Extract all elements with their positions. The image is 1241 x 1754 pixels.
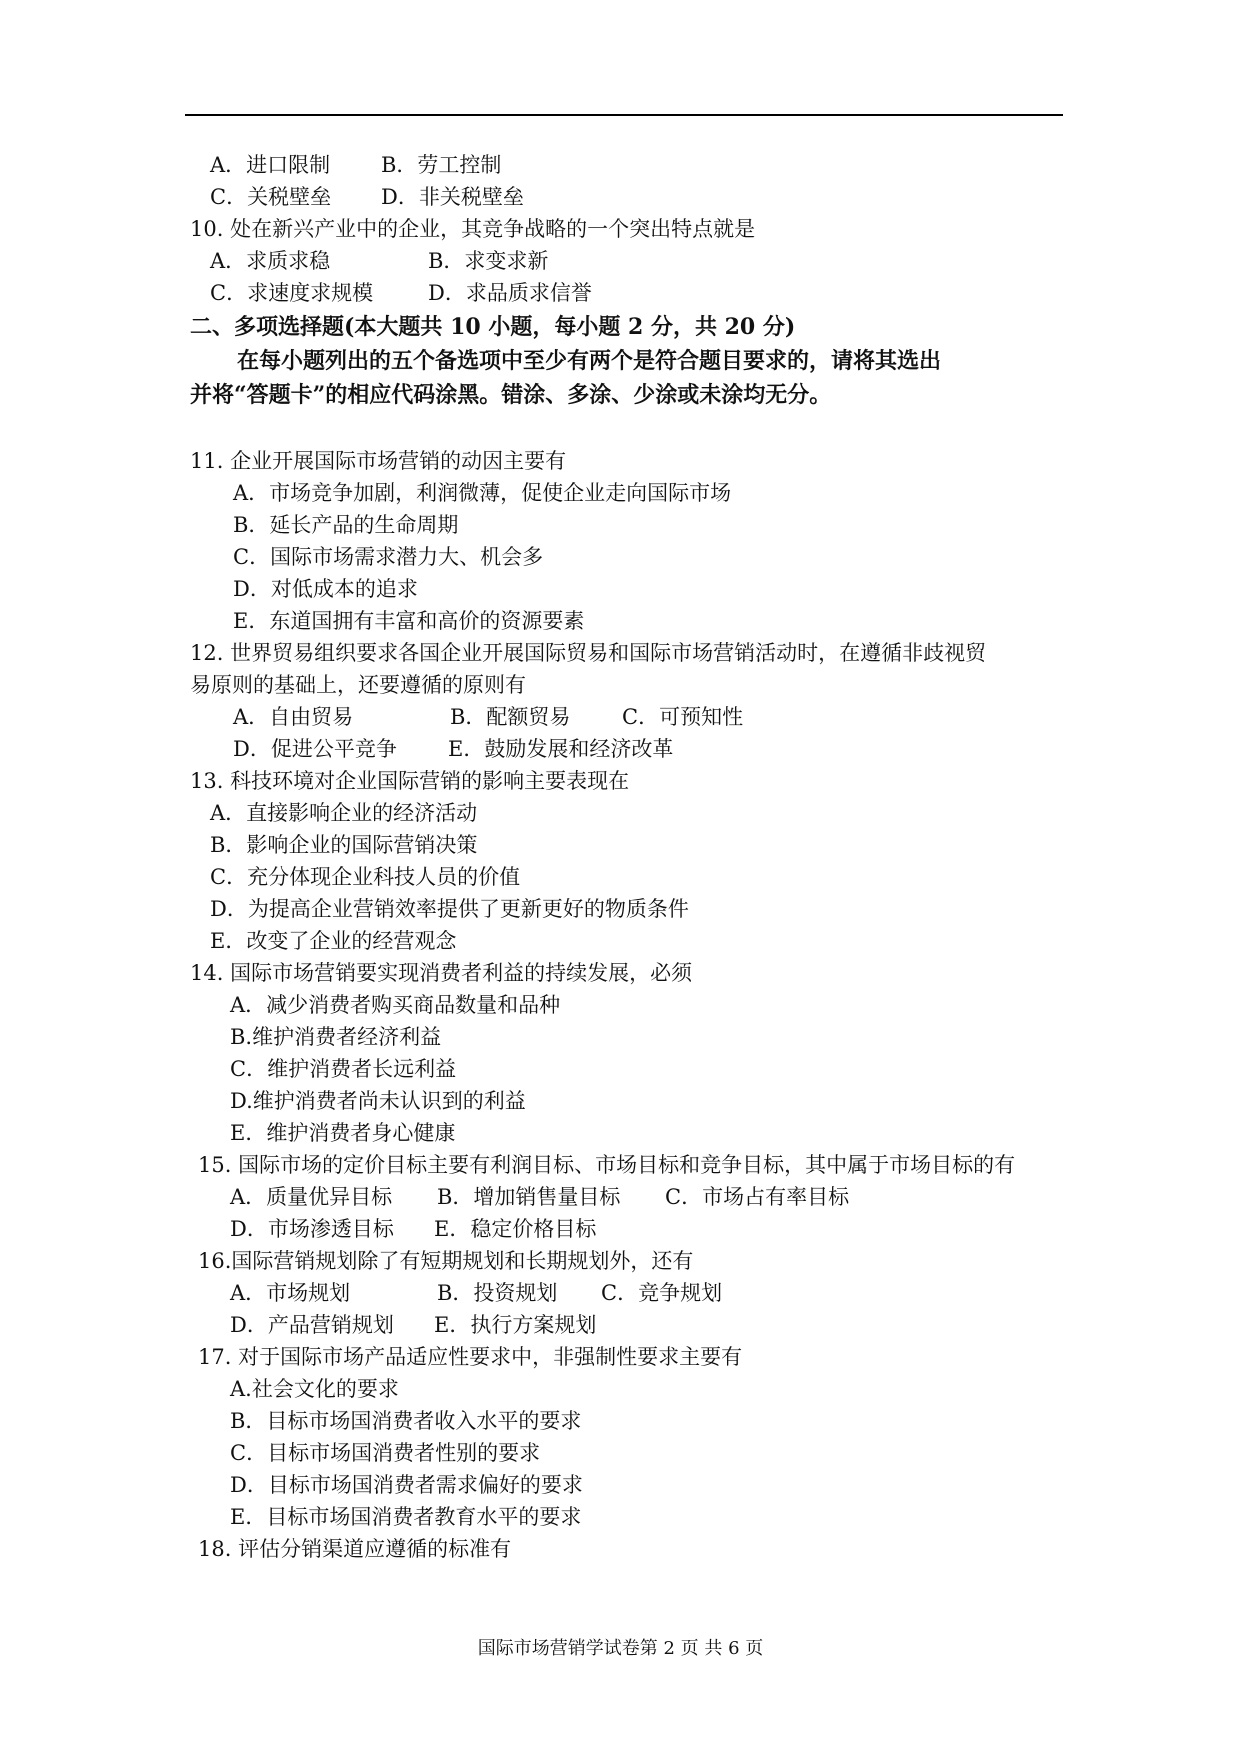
option: B．配额贸易	[450, 705, 571, 729]
option: B．影响企业的国际营销决策	[210, 833, 478, 857]
option: C．市场占有率目标	[665, 1185, 850, 1209]
option: D．产品营销规划	[230, 1313, 394, 1337]
option: D．非关税壁垒	[381, 185, 524, 209]
option: E．执行方案规划	[434, 1313, 597, 1337]
option: B．劳工控制	[381, 153, 502, 177]
option: D．对低成本的追求	[233, 577, 418, 601]
option: C．关税壁垒	[210, 185, 332, 209]
question-15-stem: 15. 国际市场的定价目标主要有利润目标、市场目标和竞争目标，其中属于市场目标的有	[198, 1153, 1016, 1177]
question-12-stem: 12. 世界贸易组织要求各国企业开展国际贸易和国际市场营销活动时，在遵循非歧视贸	[190, 641, 987, 665]
option: B．增加销售量目标	[437, 1185, 621, 1209]
option: B．求变求新	[428, 249, 549, 273]
option: A.社会文化的要求	[230, 1377, 399, 1401]
option: C．可预知性	[622, 705, 744, 729]
option: A．减少消费者购买商品数量和品种	[230, 993, 561, 1017]
option: C．充分体现企业科技人员的价值	[210, 865, 521, 889]
option: A．市场竞争加剧，利润微薄，促使企业走向国际市场	[233, 481, 732, 505]
option: D．促进公平竞争	[233, 737, 397, 761]
option: D．市场渗透目标	[230, 1217, 394, 1241]
option: C．国际市场需求潜力大、机会多	[233, 545, 544, 569]
option: D.维护消费者尚未认识到的利益	[230, 1089, 526, 1113]
option: E．鼓励发展和经济改革	[448, 737, 674, 761]
option: B.维护消费者经济利益	[230, 1025, 442, 1049]
option: C．竞争规划	[601, 1281, 723, 1305]
question-11-stem: 11. 企业开展国际市场营销的动因主要有	[190, 449, 567, 473]
question-13-stem: 13. 科技环境对企业国际营销的影响主要表现在	[190, 769, 630, 793]
section-instructions: 在每小题列出的五个备选项中至少有两个是符合题目要求的，请将其选出	[237, 348, 942, 374]
question-16-stem: 16.国际营销规划除了有短期规划和长期规划外，还有	[198, 1249, 694, 1273]
question-10-stem: 10. 处在新兴产业中的企业，其竞争战略的一个突出特点就是	[190, 217, 756, 241]
option: A．求质求稳	[210, 249, 331, 273]
question-12-stem: 易原则的基础上，还要遵循的原则有	[190, 673, 526, 697]
header-rule	[185, 114, 1063, 116]
question-17-stem: 17. 对于国际市场产品适应性要求中，非强制性要求主要有	[198, 1345, 743, 1369]
option: D．目标市场国消费者需求偏好的要求	[230, 1473, 583, 1497]
option: E．稳定价格目标	[434, 1217, 597, 1241]
option: C．求速度求规模	[210, 281, 374, 305]
option: E．目标市场国消费者教育水平的要求	[230, 1505, 582, 1529]
page-footer: 国际市场营销学试卷第 2 页 共 6 页	[477, 1638, 764, 1659]
option: E．维护消费者身心健康	[230, 1121, 456, 1145]
option: B．投资规划	[437, 1281, 558, 1305]
option: A．质量优异目标	[230, 1185, 393, 1209]
option: A．自由贸易	[233, 705, 354, 729]
option: D．求品质求信誉	[428, 281, 592, 305]
option: B．延长产品的生命周期	[233, 513, 459, 537]
option: C．维护消费者长远利益	[230, 1057, 457, 1081]
option: E．东道国拥有丰富和高价的资源要素	[233, 609, 585, 633]
option: A．直接影响企业的经济活动	[210, 801, 478, 825]
option: A．市场规划	[230, 1281, 351, 1305]
option: D．为提高企业营销效率提供了更新更好的物质条件	[210, 897, 689, 921]
question-14-stem: 14. 国际市场营销要实现消费者利益的持续发展，必须	[190, 961, 693, 985]
section-heading: 二、多项选择题(本大题共 10 小题，每小题 2 分，共 20 分)	[190, 314, 796, 340]
option: B．目标市场国消费者收入水平的要求	[230, 1409, 582, 1433]
option: A．进口限制	[210, 153, 331, 177]
option: E．改变了企业的经营观念	[210, 929, 457, 953]
section-instructions: 并将“答题卡”的相应代码涂黑。错涂、多涂、少涂或未涂均无分。	[190, 382, 832, 408]
question-18-stem: 18. 评估分销渠道应遵循的标准有	[198, 1537, 512, 1561]
option: C．目标市场国消费者性别的要求	[230, 1441, 541, 1465]
